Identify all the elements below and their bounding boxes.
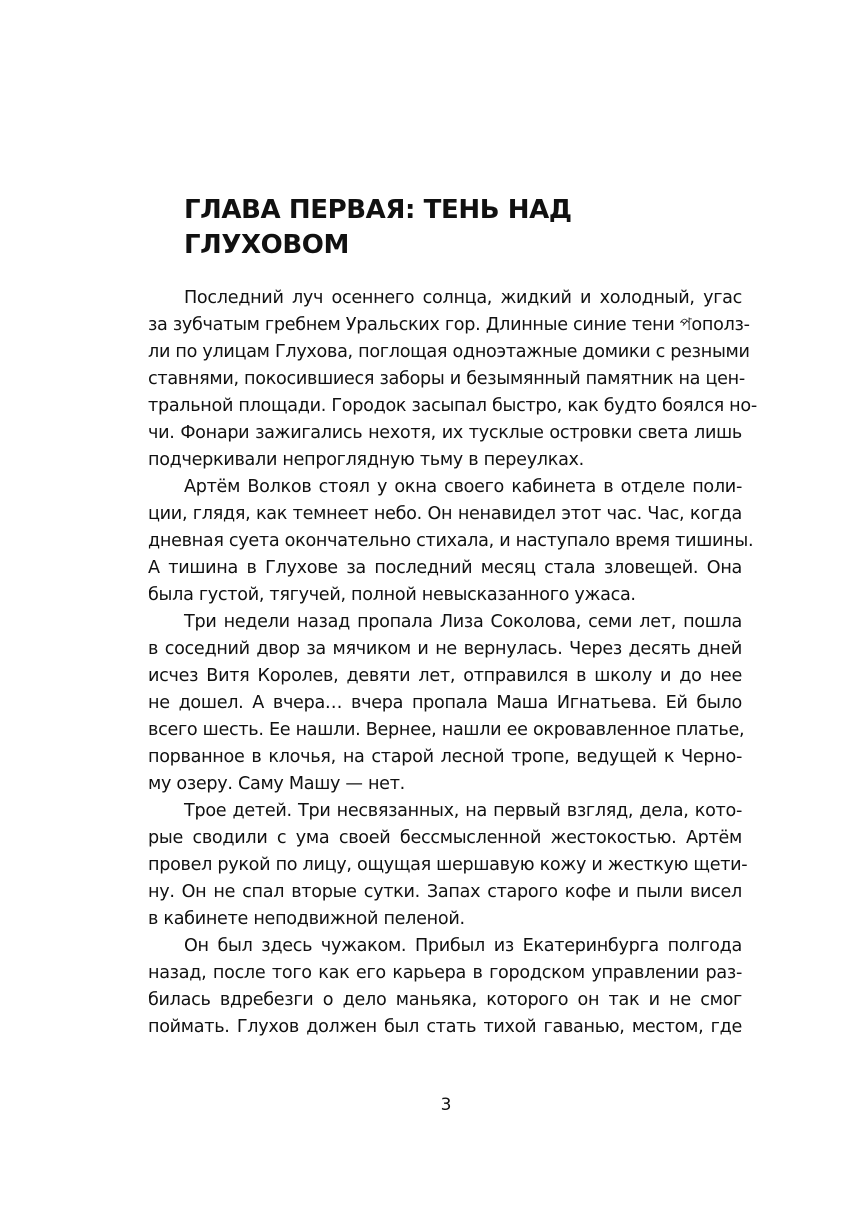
chapter-title: [184, 193, 654, 263]
text-line: рые сводили с ума своей бессмысленной жестокостью. Артём: [148, 828, 742, 848]
text-line: в кабинете неподвижной пеленой.: [148, 909, 465, 929]
text-line: в соседний двор за мячиком и не вернулась. Через десять дней: [148, 639, 742, 659]
paragraph: [148, 933, 742, 1041]
chapter-title-line: ГЛУХОВОМ: [184, 230, 349, 260]
text-line: ции, глядя, как темнеет небо. Он ненавидел этот час. Час, когда: [148, 504, 742, 524]
text-line: была густой, тягучей, полной невысказанного ужаса.: [148, 585, 636, 605]
chapter-body: [148, 285, 757, 1041]
paragraph: [148, 798, 748, 933]
text-line: чи. Фонари зажигались нехотя, их тусклые островки света лишь: [148, 423, 742, 443]
text-line: исчез Витя Королев, девяти лет, отправился в школу и до нее: [148, 666, 742, 686]
text-line: поймать. Глухов должен был стать тихой гаванью, местом, где: [148, 1017, 742, 1037]
text-line: Артём Волков стоял у окна своего кабинета в отделе поли-: [184, 477, 742, 497]
page-number: 3: [440, 1095, 452, 1115]
text-line: билась вдребезги о дело маньяка, которого он так и не смог: [148, 990, 742, 1010]
text-line: порванное в клочья, на старой лесной тропе, ведущей к Черно-: [148, 747, 742, 767]
text-line: Трое детей. Три несвязанных, на первый взгляд, дела, кото-: [184, 801, 742, 821]
text-line: провел рукой по лицу, ощущая шершавую кожу и жесткую щети-: [148, 855, 748, 875]
text-line: назад, после того как его карьера в городском управлении раз-: [148, 963, 742, 983]
text-line: ставнями, покосившиеся заборы и безымянный памятник на цен-: [148, 369, 745, 389]
text-line: ну. Он не спал вторые сутки. Запах старого кофе и пыли висел: [148, 882, 742, 902]
paragraph: [148, 474, 754, 609]
chapter-title-line: ГЛАВА ПЕРВАЯ: ТЕНЬ НАД: [184, 195, 572, 225]
text-line: ли по улицам Глухова, поглощая одноэтажные домики с резными: [148, 342, 750, 362]
paragraph: [148, 285, 757, 474]
text-line: не дошел. А вчера… вчера пропала Маша Игнатьева. Ей было: [148, 693, 742, 713]
text-line: му озеру. Саму Машу — нет.: [148, 774, 405, 794]
text-line: Он был здесь чужаком. Прибыл из Екатеринбурга полгода: [184, 936, 742, 956]
text-line: А тишина в Глухове за последний месяц стала зловещей. Она: [148, 558, 742, 578]
text-line: подчеркивали непроглядную тьму в переулках.: [148, 450, 584, 470]
paragraph: [148, 609, 745, 798]
text-line: всего шесть. Ее нашли. Вернее, нашли ее окровавленное платье,: [148, 720, 745, 740]
text-line: дневная суета окончательно стихала, и наступало время тишины.: [148, 531, 754, 551]
text-line: за зубчатым гребнем Уральских гор. Длинные синие тени পополз-: [148, 315, 750, 335]
text-line: Три недели назад пропала Лиза Соколова, семи лет, пошла: [184, 612, 742, 632]
text-line: Последний луч осеннего солнца, жидкий и холодный, угас: [184, 288, 742, 308]
text-line: тральной площади. Городок засыпал быстро, как будто боялся но-: [148, 396, 757, 416]
